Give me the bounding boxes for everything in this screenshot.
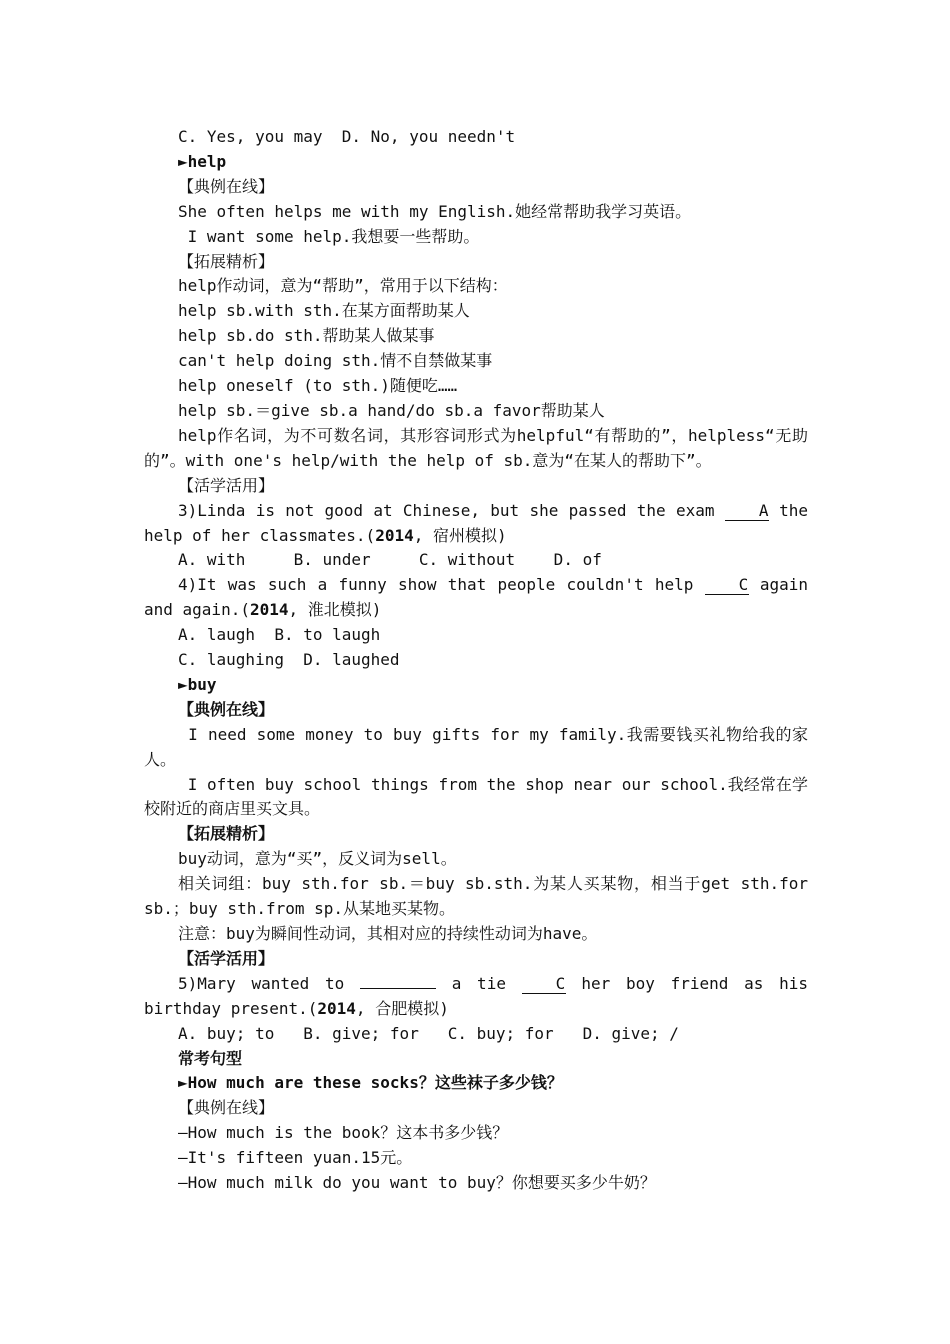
answer-blank: A [725, 502, 769, 521]
phrase-line: help sb.do sth.帮助某人做某事 [178, 326, 435, 346]
question-year: 2014 [375, 525, 414, 545]
question-3 [144, 499, 818, 549]
question-source: , 合肥模拟) [355, 998, 449, 1018]
explanation-line: help作动词，意为“帮助”，常用于以下结构： [178, 276, 508, 296]
explanation-paragraph: help作名词，为不可数名词，其形容词形式为helpful“有帮助的”，helpless“无助的”。with one's help/with the help of sb.意为“在某人的帮助下”。 [144, 425, 808, 470]
phrase-line: help oneself (to sth.)随便吃…… [178, 376, 458, 396]
question-text: again and again.( [144, 575, 818, 620]
question-text: her boy friend as his birthday present.( [144, 973, 818, 1018]
label-typical-examples: 【典例在线】 [178, 699, 275, 719]
question-options: A. buy; to B. give; for C. buy; for D. give; / [178, 1023, 679, 1043]
explanation-line: buy动词，意为“买”，反义词为sell。 [178, 849, 457, 869]
section-heading-common-sentences: 常考句型 [178, 1048, 243, 1068]
example-sentence: I often buy school things from the shop near our school.我经常在学校附近的商店里买文具。 [144, 774, 808, 819]
question-text: 3)Linda is not good at Chinese, but she passed the exam [178, 500, 725, 520]
dialogue-line: —How much milk do you want to buy？你想要买多少牛奶？ [178, 1173, 656, 1193]
question-year: 2014 [317, 998, 356, 1018]
question-text: 5)Mary wanted to [178, 973, 360, 993]
label-typical-examples: 【典例在线】 [178, 1098, 275, 1118]
example-sentence: She often helps me with my English.她经常帮助我学习英语。 [178, 201, 692, 221]
phrase-line: help sb.with sth.在某方面帮助某人 [178, 301, 470, 321]
explanation-paragraph: 相关词组：buy sth.for sb.＝buy sb.sth.为某人买某物，相当于get sth.for sb.；buy sth.from sp.从某地买某物。 [144, 874, 818, 919]
question-4 [144, 573, 818, 623]
question-text: a tie [436, 973, 522, 993]
label-practice: 【活学活用】 [178, 948, 275, 968]
question-source: , 宿州模拟) [413, 525, 507, 545]
document-page [144, 125, 818, 1196]
note-line: 注意：buy为瞬间性动词，其相对应的持续性动词为have。 [178, 924, 598, 943]
example-sentence: I want some help.我想要一些帮助。 [178, 226, 480, 246]
question-5 [144, 972, 818, 1022]
section-heading-help: ►help [178, 151, 227, 171]
answer-blank: C [705, 576, 749, 595]
label-extended-analysis: 【拓展精析】 [178, 251, 275, 271]
answer-blank: C [522, 975, 566, 994]
question-source: , 淮北模拟) [288, 600, 382, 620]
section-heading-buy: ►buy [178, 674, 217, 694]
section-heading-how-much: ►How much are these socks？这些袜子多少钱？ [178, 1073, 563, 1093]
label-typical-examples: 【典例在线】 [178, 176, 275, 196]
question-options: A. laugh B. to laugh [178, 625, 381, 645]
phrase-line: can't help doing sth.情不自禁做某事 [178, 351, 493, 371]
label-extended-analysis: 【拓展精析】 [178, 824, 275, 844]
dialogue-line: —It's fifteen yuan.15元。 [178, 1148, 413, 1168]
question-options: C. laughing D. laughed [178, 650, 400, 670]
phrase-line: help sb.＝give sb.a hand/do sb.a favor帮助某人 [178, 400, 605, 420]
option-line: C. Yes, you may D. No, you needn't [178, 127, 516, 146]
dialogue-line: —How much is the book？这本书多少钱？ [178, 1123, 509, 1143]
question-text: 4)It was such a funny show that people couldn't help [178, 575, 705, 595]
label-practice: 【活学活用】 [178, 475, 275, 495]
example-sentence: I need some money to buy gifts for my family.我需要钱买礼物给我的家人。 [144, 724, 808, 769]
question-options: A. with B. under C. without D. of [178, 550, 602, 570]
empty-blank [360, 988, 436, 989]
question-year: 2014 [249, 600, 289, 620]
question-text: the help of her classmates.( [144, 500, 818, 545]
